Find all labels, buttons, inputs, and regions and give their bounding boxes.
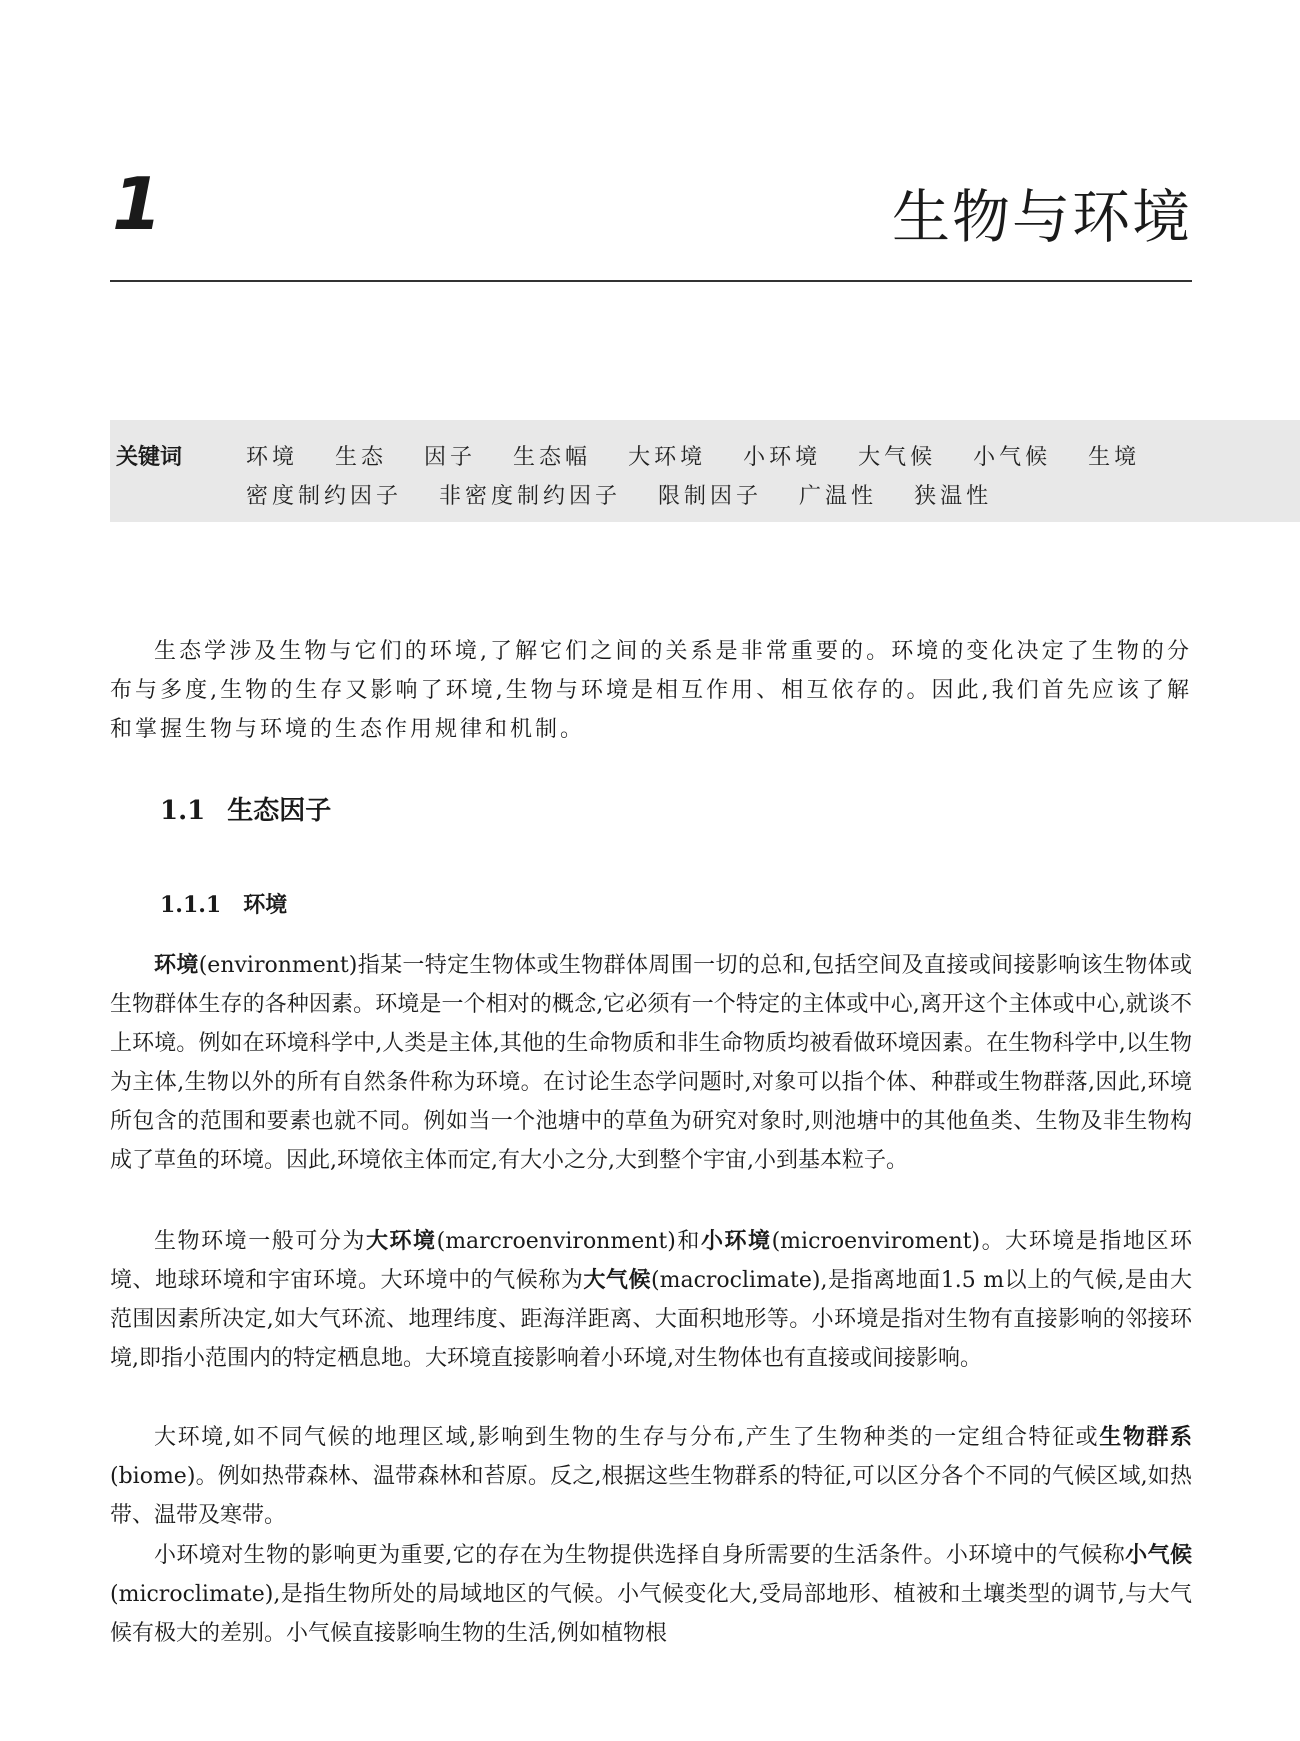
section-title: 生态因子 bbox=[227, 796, 332, 826]
chapter-title: 生物与环境 bbox=[891, 183, 1192, 251]
key-term: 大环境 bbox=[365, 1228, 437, 1254]
paragraph-text: (environment)指某一特定生物体或生物群体周围一切的总和,包括空间及直接或间接影响该生物体或生物群体生存的各种因素。环境是一个相对的概念,它必须有一个特定的主体或中心,离开这个主体或中心,就谈不上环境。例如在环境科学中,人类是主体,其他的生命物质和非生命物质均被看做环境因素。在生物科学中,以生物为主体,生物以外的所有自然条件称为环境。在讨论生态学问题时,对象可以指个体、种群或生物群落,因此,环境所包含的范围和要素也就不同。例如当一个池塘中的草鱼为研究对象时,则池塘中的其他鱼类、生物及非生物构成了草鱼的环境。因此,环境依主体而定,有大小之分,大到整个宇宙,小到基本粒子。 bbox=[110, 953, 1192, 1173]
key-term: 小气候 bbox=[1125, 1542, 1192, 1568]
keyword-item: 狭温性 bbox=[914, 484, 993, 509]
keyword-item: 密度制约因子 bbox=[246, 484, 403, 509]
keyword-item: 大气候 bbox=[858, 445, 937, 470]
keyword-item: 因子 bbox=[424, 445, 477, 470]
paragraph-text: (microenviroment)。大环境是指地区环境、地球环境和宇宙环境。大环境中的气候称为 bbox=[110, 1229, 1192, 1293]
keyword-box bbox=[110, 420, 1300, 522]
subsection-number: 1.1.1 bbox=[160, 892, 222, 918]
subsection-heading bbox=[160, 888, 287, 919]
body-paragraph bbox=[110, 1536, 1192, 1653]
keyword-item: 限制因子 bbox=[658, 484, 763, 509]
key-term: 小环境 bbox=[700, 1228, 772, 1254]
chapter-number: 1 bbox=[112, 162, 163, 246]
paragraph-text: (marcroenvironment)和 bbox=[436, 1229, 701, 1254]
paragraph-text: (microclimate),是指生物所处的局域地区的气候。小气候变化大,受局部地形、植被和土壤类型的调节,与大气候有极大的差别。小气候直接影响生物的生活,例如植物根 bbox=[110, 1582, 1192, 1646]
keyword-item: 大环境 bbox=[628, 445, 707, 470]
key-term: 环境 bbox=[154, 952, 199, 978]
keyword-label: 关键词 bbox=[116, 445, 183, 470]
keyword-item: 小环境 bbox=[743, 445, 822, 470]
paragraph-text: 生物环境一般可分为 bbox=[154, 1229, 366, 1254]
keyword-item: 非密度制约因子 bbox=[439, 484, 622, 509]
keyword-item: 广温性 bbox=[799, 484, 878, 509]
section-heading bbox=[160, 790, 331, 827]
keyword-list bbox=[246, 438, 1296, 516]
intro-paragraph: 生态学涉及生物与它们的环境,了解它们之间的关系是非常重要的。环境的变化决定了生物的分布与多度,生物的生存又影响了环境,生物与环境是相互作用、相互依存的。因此,我们首先应该了解和掌握生物与环境的生态作用规律和机制。 bbox=[110, 639, 1192, 742]
paragraph-text: (biome)。例如热带森林、温带森林和苔原。反之,根据这些生物群系的特征,可以区分各个不同的气候区域,如热带、温带及寒带。 bbox=[110, 1464, 1192, 1528]
subsection-title: 环境 bbox=[243, 892, 288, 918]
section-number: 1.1 bbox=[160, 796, 206, 826]
keyword-item: 生境 bbox=[1088, 445, 1141, 470]
keyword-item: 小气候 bbox=[973, 445, 1052, 470]
chapter-divider bbox=[110, 280, 1192, 282]
paragraph-text: 大环境,如不同气候的地理区域,影响到生物的生存与分布,产生了生物种类的一定组合特征或 bbox=[154, 1425, 1100, 1450]
keyword-item: 生态幅 bbox=[513, 445, 592, 470]
body-paragraph bbox=[110, 1222, 1192, 1378]
paragraph-text: 小环境对生物的影响更为重要,它的存在为生物提供选择自身所需要的生活条件。小环境中的气候称 bbox=[154, 1543, 1126, 1568]
paragraph-text: (macroclimate),是指离地面1.5 m以上的气候,是由大范围因素所决定,如大气环流、地理纬度、距海洋距离、大面积地形等。小环境是指对生物有直接影响的邻接环境,即指小范围内的特定栖息地。大环境直接影响着小环境,对生物体也有直接或间接影响。 bbox=[110, 1268, 1192, 1371]
key-term: 大气候 bbox=[583, 1267, 652, 1293]
keyword-item: 环境 bbox=[246, 445, 299, 470]
body-paragraph bbox=[110, 1418, 1192, 1535]
keyword-item: 生态 bbox=[335, 445, 388, 470]
key-term: 生物群系 bbox=[1099, 1424, 1192, 1450]
body-paragraph bbox=[110, 946, 1192, 1180]
